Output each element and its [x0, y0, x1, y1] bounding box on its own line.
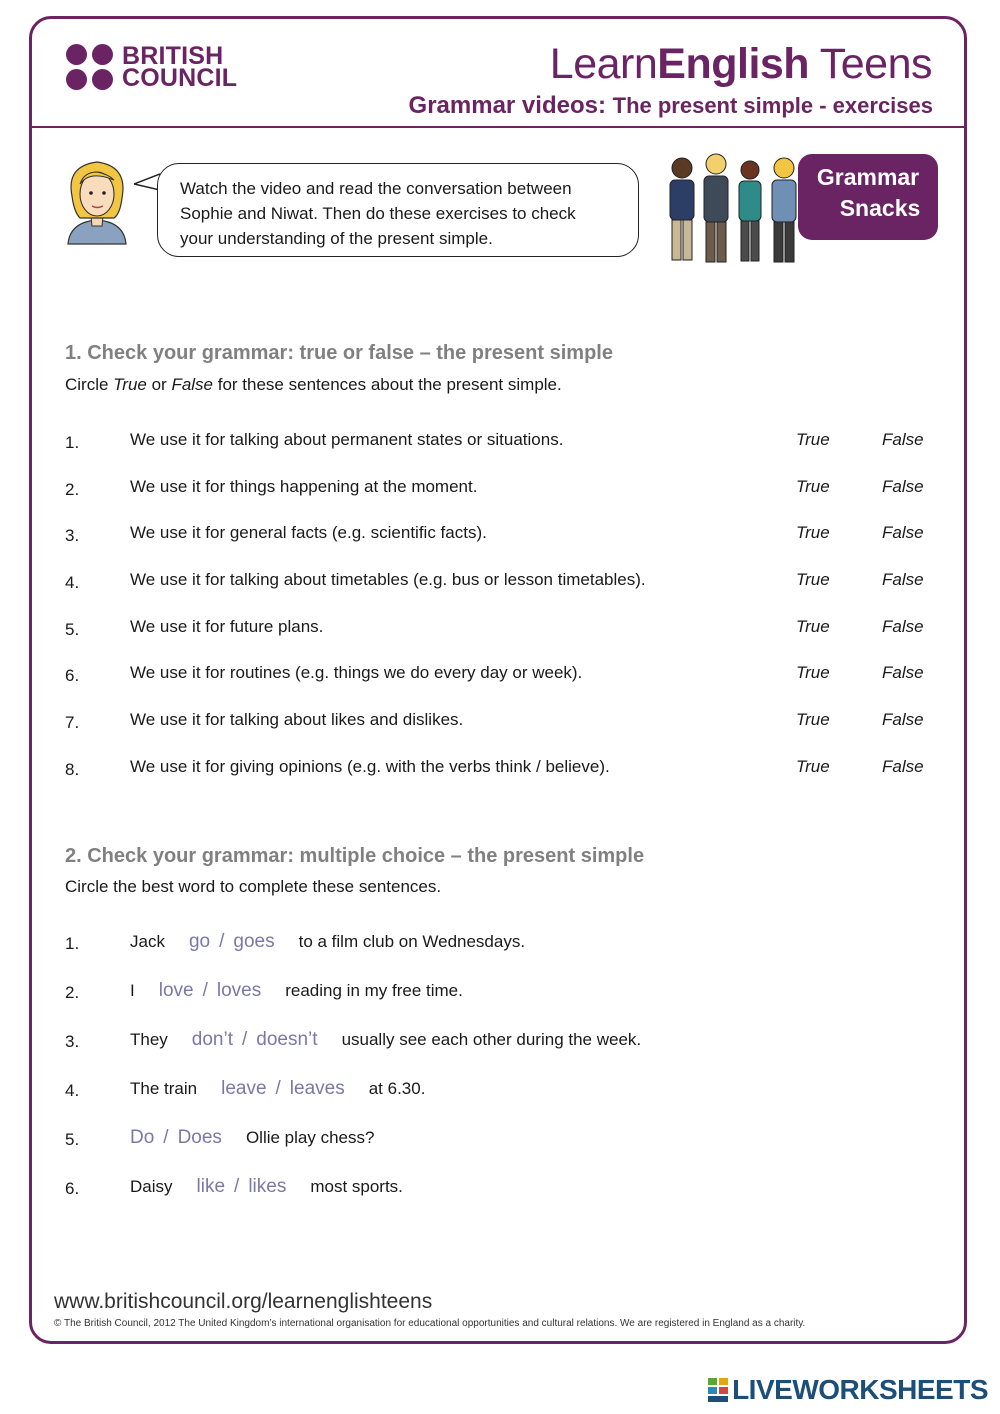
choice-option[interactable]: likes: [248, 1176, 287, 1197]
sophie-avatar-icon: [60, 156, 134, 246]
logo-line1: BRITISH: [122, 42, 224, 70]
item-number: 3.: [65, 526, 80, 545]
sentence-start: Jack: [130, 932, 165, 951]
tf-row: [0, 663, 1000, 693]
instr-text: Circle: [65, 375, 114, 394]
choice-separator: /: [163, 1127, 169, 1148]
speech-line: Sophie and Niwat. Then do these exercises to check: [180, 204, 576, 223]
tf-row: [0, 430, 1000, 460]
sentence-start: I: [130, 981, 135, 1000]
mc-row: [0, 980, 1000, 1010]
choice-option[interactable]: Does: [177, 1127, 222, 1148]
option-true[interactable]: True: [796, 710, 830, 729]
choice-option[interactable]: don’t: [191, 1029, 233, 1050]
choice-option[interactable]: Do: [130, 1127, 155, 1148]
mc-row: [0, 1029, 1000, 1059]
option-false[interactable]: False: [882, 430, 924, 449]
title-sub: The present simple - exercises: [612, 93, 933, 118]
choice-option[interactable]: loves: [216, 980, 262, 1001]
option-true[interactable]: True: [796, 570, 830, 589]
item-sentence: We use it for giving opinions (e.g. with the verbs think / believe).: [130, 757, 610, 776]
item-sentence: We use it for future plans.: [130, 617, 324, 636]
option-true[interactable]: True: [796, 430, 830, 449]
mc-row: [0, 931, 1000, 961]
logo-line2: COUNCIL: [122, 64, 238, 92]
item-sentence: We use it for things happening at the moment.: [130, 477, 478, 496]
item-number: 2.: [65, 480, 80, 499]
item-sentence: We use it for talking about permanent states or situations.: [130, 430, 564, 449]
item-sentence: We use it for talking about timetables (e.g. bus or lesson timetables).: [130, 570, 646, 589]
option-true[interactable]: True: [796, 663, 830, 682]
instr-text: for these sentences about the present simple.: [213, 375, 562, 394]
speech-line: Watch the video and read the conversation between: [180, 179, 572, 198]
tf-row: [0, 710, 1000, 740]
choice-option[interactable]: love: [158, 980, 194, 1001]
sentence-end: usually see each other during the week.: [341, 1030, 642, 1049]
item-number: 4.: [65, 1081, 80, 1100]
choice-separator: /: [234, 1176, 240, 1197]
item-number: 8.: [65, 760, 80, 779]
item-number: 3.: [65, 1032, 80, 1051]
item-number: 2.: [65, 983, 80, 1002]
liveworksheets-wordmark: LIVEWORKSHEETS: [732, 1374, 988, 1405]
choice-separator: /: [202, 980, 208, 1001]
liveworksheets-brand: [708, 1374, 988, 1406]
footer-url[interactable]: www.britishcouncil.org/learnenglishteens: [54, 1290, 433, 1313]
grammar-snacks-banner: [658, 150, 942, 268]
tf-row: [0, 523, 1000, 553]
sentence-end: at 6.30.: [368, 1079, 426, 1098]
learnenglish-teens-brand: [550, 40, 932, 89]
page-title: [409, 92, 933, 120]
tf-row: [0, 570, 1000, 600]
option-true[interactable]: True: [796, 757, 830, 776]
section2-heading: 2. Check your grammar: multiple choice – the present simple: [65, 845, 645, 867]
liveworksheets-logo-icon: [708, 1378, 728, 1402]
sentence-start: The train: [130, 1079, 198, 1098]
choice-option[interactable]: doesn’t: [256, 1029, 318, 1050]
item-number: 1.: [65, 934, 80, 953]
tf-row: [0, 757, 1000, 787]
badge-line1: Grammar: [816, 164, 920, 190]
item-sentence: We use it for general facts (e.g. scientific facts).: [130, 523, 487, 542]
header-divider: [30, 126, 967, 128]
sentence-end: reading in my free time.: [285, 981, 463, 1000]
choice-separator: /: [275, 1078, 281, 1099]
teen-characters-icon: [658, 150, 816, 268]
option-false[interactable]: False: [882, 710, 924, 729]
choice-option[interactable]: leaves: [289, 1078, 345, 1099]
option-true[interactable]: True: [796, 523, 830, 542]
option-true[interactable]: True: [796, 617, 830, 636]
instr-true: True: [113, 375, 147, 394]
title-main: Grammar videos:: [408, 92, 606, 119]
brand-english: English: [657, 40, 810, 88]
item-sentence: We use it for routines (e.g. things we do every day or week).: [130, 663, 583, 682]
item-number: 5.: [65, 1130, 80, 1149]
option-false[interactable]: False: [882, 570, 924, 589]
section1-heading: 1. Check your grammar: true or false – the present simple: [65, 342, 613, 364]
item-number: 6.: [65, 666, 80, 685]
tf-row: [0, 617, 1000, 647]
sentence-end: Ollie play chess?: [245, 1128, 375, 1147]
badge-line2: Snacks: [839, 195, 921, 221]
option-false[interactable]: False: [882, 757, 924, 776]
section1-instructions: [65, 375, 562, 395]
choice-option[interactable]: go: [188, 931, 211, 952]
option-true[interactable]: True: [796, 477, 830, 496]
speech-line: your understanding of the present simple.: [180, 229, 493, 248]
choice-separator: /: [219, 931, 225, 952]
option-false[interactable]: False: [882, 477, 924, 496]
item-sentence: We use it for talking about likes and dislikes.: [130, 710, 464, 729]
sentence-start: They: [130, 1030, 168, 1049]
section2-instructions: Circle the best word to complete these sentences.: [65, 877, 442, 896]
choice-option[interactable]: goes: [233, 931, 275, 952]
option-false[interactable]: False: [882, 663, 924, 682]
instr-text: or: [146, 375, 172, 394]
option-false[interactable]: False: [882, 617, 924, 636]
footer-copyright: © The British Council, 2012 The United Kingdom’s international organisation for educational opportunities and cultural relations. We are registered in England as a charity.: [54, 1318, 806, 1329]
mc-row: [0, 1078, 1000, 1108]
tf-row: [0, 477, 1000, 507]
item-number: 5.: [65, 620, 80, 639]
choice-separator: /: [242, 1029, 248, 1050]
grammar-snacks-badge: [798, 154, 938, 240]
mc-row: [0, 1176, 1000, 1206]
sentence-start: Daisy: [130, 1177, 173, 1196]
option-false[interactable]: False: [882, 523, 924, 542]
british-council-logo: [66, 44, 237, 90]
sentence-end: to a film club on Wednesdays.: [298, 932, 526, 951]
speech-bubble: [157, 163, 639, 257]
brand-learn: Learn: [549, 40, 658, 88]
mc-row: [0, 1127, 1000, 1157]
item-number: 1.: [65, 433, 80, 452]
brand-teens: Teens: [809, 40, 932, 88]
instr-false: False: [171, 375, 214, 394]
item-number: 7.: [65, 713, 80, 732]
item-number: 6.: [65, 1179, 80, 1198]
choice-option[interactable]: leave: [221, 1078, 267, 1099]
item-number: 4.: [65, 573, 80, 592]
sentence-end: most sports.: [310, 1177, 403, 1196]
choice-option[interactable]: like: [196, 1176, 226, 1197]
logo-dots-icon: [66, 44, 114, 90]
